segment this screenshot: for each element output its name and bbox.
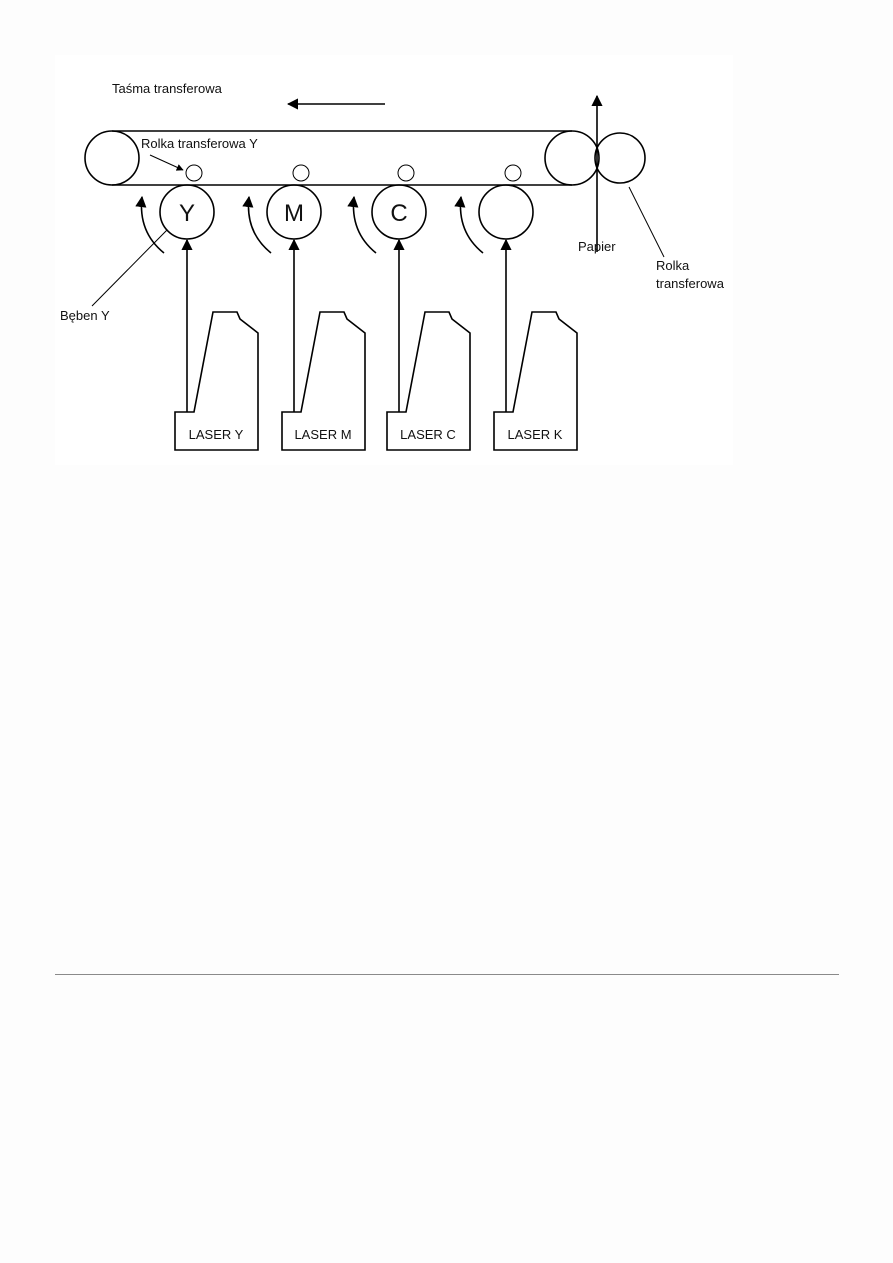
laser-label: LASER C — [400, 427, 456, 442]
transfer-roller-label-line1: Rolka — [656, 258, 690, 273]
drum-letter: C — [390, 200, 408, 227]
drum-y-label: Bęben Y — [60, 308, 110, 323]
laser-label: LASER Y — [188, 427, 244, 442]
belt-label: Taśma transferowa — [112, 81, 222, 96]
transfer-roller-label-line2: transferowa — [656, 276, 724, 291]
printer-diagram — [0, 0, 893, 480]
drum-letter: Y — [178, 200, 196, 227]
paper-label: Papier — [578, 239, 616, 254]
transfer-roller-y-label: Rolka transferowa Y — [141, 136, 258, 151]
laser-label: LASER K — [507, 427, 563, 442]
page-divider — [55, 974, 839, 975]
figure-background — [55, 55, 733, 465]
drum-letter: M — [284, 200, 304, 227]
drum-letter: K — [497, 200, 515, 227]
laser-label: LASER M — [294, 427, 352, 442]
